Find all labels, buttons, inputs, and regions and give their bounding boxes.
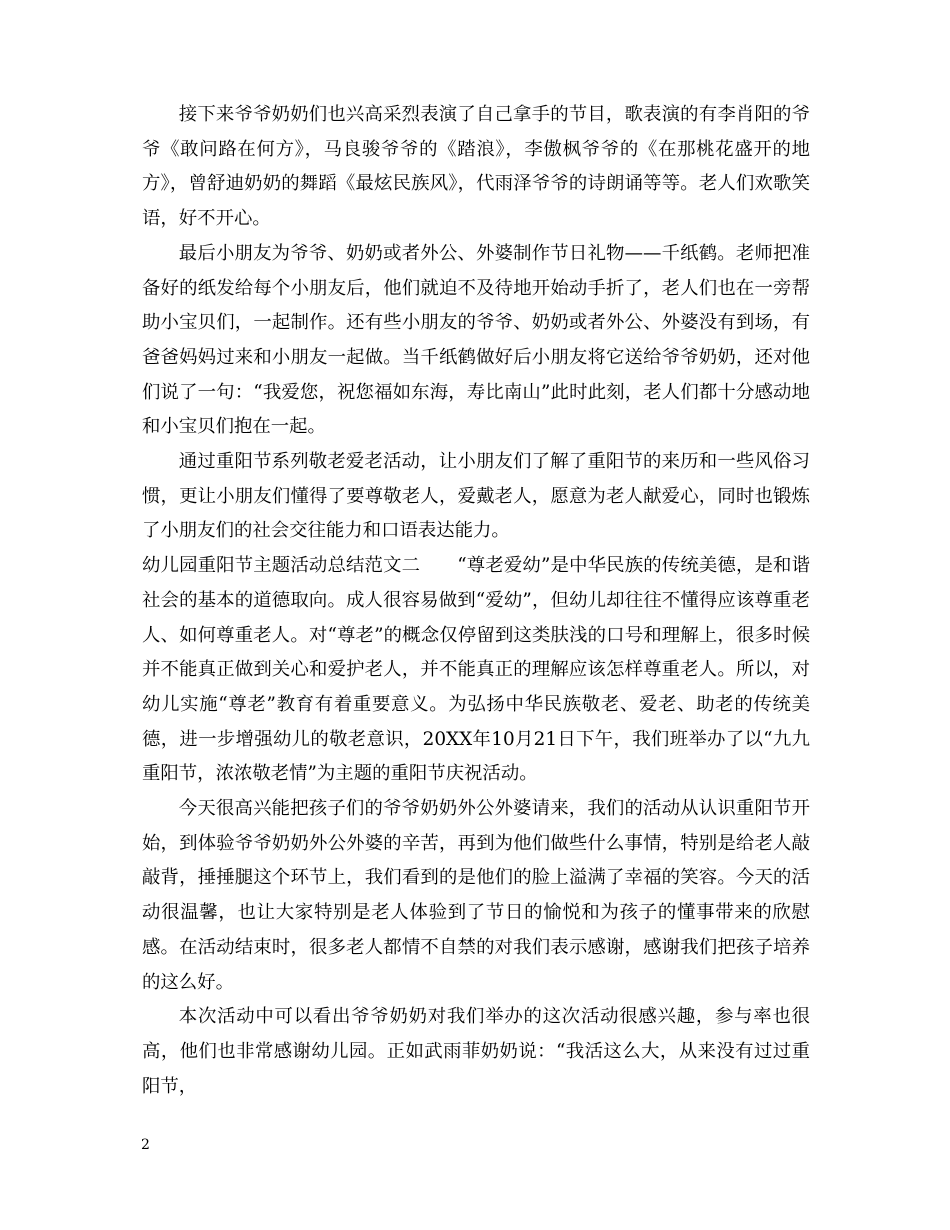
paragraph-invited-grandparents: 今天很高兴能把孩子们的爷爷奶奶外公外婆请来，我们的活动从认识重阳节开始，到体验爷爷奶奶外公外婆的辛苦，再到为他们做些什么事情，特别是给老人敲敲背，捶捶腿这个环节上，我们看到的是他们的脸上溢满了幸福的笑容。今天的活动很温馨，也让大家特别是老人体验到了节日的愉悦和为孩子的懂事带来的欣慰感。在活动结束时，很多老人都情不自禁的对我们表示感谢，感谢我们把孩子培养的这么好。 — [142, 798, 810, 993]
paragraph-participation: 本次活动中可以看出爷爷奶奶对我们举办的这次活动很感兴趣，参与率也很高，他们也非常感谢幼儿园。正如武雨菲奶奶说：“我活这么大，从来没有过过重阳节， — [142, 1006, 810, 1097]
paragraph-paper-cranes: 最后小朋友为爷爷、奶奶或者外公、外婆制作节日礼物——千纸鹤。老师把准备好的纸发给每个小朋友后，他们就迫不及待地开始动手折了，老人们也在一旁帮助小宝贝们，一起制作。还有些小朋友的爷爷、奶奶或者外公、外婆没有到场，有爸爸妈妈过来和小朋友一起做。当千纸鹤做好后小朋友将它送给爷爷奶奶，还对他们说了一句：“我爱您，祝您福如东海，寿比南山”此时此刻，老人们都十分感动地和小宝贝们抱在一起。 — [142, 242, 810, 438]
paragraph-sample-two: 幼儿园重阳节主题活动总结范文二 “尊老爱幼”是中华民族的传统美德，是和谐社会的基本的道德取向。成人很容易做到“爱幼”，但幼儿却往往不懂得应该尊重老人、如何尊重老人。对“尊老”的概念仅停留到这类肤浅的口号和理解上，很多时候并不能真正做到关心和爱护老人，并不能真正的理解应该怎样尊重老人。所以，对幼儿实施“尊老”教育有着重要意义。为弘扬中华民族敬老、爱老、助老的传统美德，进一步增强幼儿的敬老意识，20XX年10月21日下午，我们班举办了以“九九重阳节，浓浓敬老情”为主题的重阳节庆祝活动。 — [142, 555, 810, 785]
paragraph-grandparents-performances: 接下来爷爷奶奶们也兴高采烈表演了自己拿手的节目，歌表演的有李肖阳的爷爷《敢问路在何方》，马良骏爷爷的《踏浪》，李傲枫爷爷的《在那桃花盛开的地方》，曾舒迪奶奶的舞蹈《最炫民族风》，代雨泽爷爷的诗朗诵等等。老人们欢歌笑语，好不开心。 — [142, 104, 810, 230]
page-number: 2 — [141, 1137, 150, 1153]
paragraph-activity-summary: 通过重阳节系列敬老爱老活动，让小朋友们了解了重阳节的来历和一些风俗习惯，更让小朋友们懂得了要尊敬老人，爱戴老人，愿意为老人献爱心，同时也锻炼了小朋友们的社会交往能力和口语表达能力。 — [142, 451, 810, 542]
document-body — [142, 98, 810, 1104]
